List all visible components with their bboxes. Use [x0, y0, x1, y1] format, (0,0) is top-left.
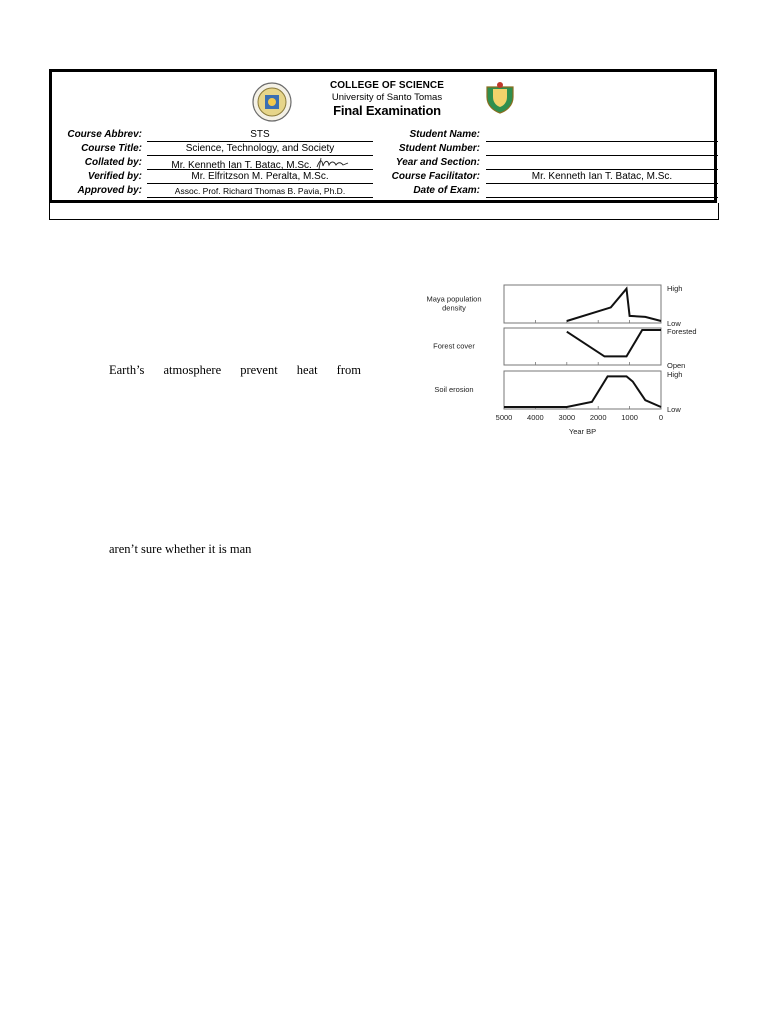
approved-by-value: Assoc. Prof. Richard Thomas B. Pavia, Ph.D.	[147, 185, 373, 198]
course-title-label: Course Title:	[81, 143, 142, 154]
word: Earth’s	[109, 363, 145, 377]
x-axis-label: Year BP	[568, 427, 597, 436]
collated-by-value	[147, 157, 373, 170]
x-tick-label: 3000	[558, 413, 576, 422]
paragraph-2: aren’t sure whether it is man	[109, 542, 252, 556]
y-high-label: High	[667, 284, 683, 293]
maya-chart	[420, 277, 710, 443]
course-facilitator-value: Mr. Kenneth Ian T. Batac, M.Sc.	[486, 171, 718, 184]
course-abbrev-label: Course Abbrev:	[67, 129, 142, 140]
collated-by-label: Collated by:	[84, 157, 142, 168]
panel-frame	[504, 328, 661, 365]
student-number-label: Student Number:	[398, 143, 480, 154]
signature-icon	[315, 157, 349, 170]
verified-by-value: Mr. Elfritzson M. Peralta, M.Sc.	[147, 171, 373, 184]
y-high-label: High	[667, 370, 683, 379]
word: atmosphere	[163, 363, 222, 377]
approved-by-label: Approved by:	[77, 185, 142, 196]
year-section-label: Year and Section:	[395, 157, 480, 168]
word: prevent	[240, 363, 278, 377]
exam-header	[49, 69, 717, 203]
x-tick-label: 5000	[495, 413, 513, 422]
x-tick-label: 4000	[527, 413, 544, 422]
student-name-label: Student Name:	[409, 129, 480, 140]
word: heat	[296, 363, 318, 377]
student-name-field[interactable]	[486, 129, 718, 142]
x-tick-label: 2000	[589, 413, 607, 422]
course-abbrev-value: STS	[147, 129, 373, 142]
panel-label: Forest cover	[433, 341, 475, 351]
student-number-field[interactable]	[486, 143, 718, 156]
word: from	[336, 363, 361, 377]
y-low-label: Low	[667, 319, 681, 328]
date-of-exam-label: Date of Exam:	[413, 185, 480, 196]
college-name: COLLEGE OF SCIENCE	[329, 80, 445, 91]
y-low-label: Open	[667, 361, 686, 370]
university-name: University of Santo Tomas	[331, 92, 443, 103]
x-tick-label: 0	[658, 413, 664, 422]
verified-by-label: Verified by:	[87, 171, 142, 182]
year-section-field[interactable]	[486, 157, 718, 170]
course-facilitator-label: Course Facilitator:	[391, 171, 480, 182]
y-high-label: Forested	[667, 327, 697, 336]
collated-by-name: Mr. Kenneth Ian T. Batac, M.Sc.	[171, 160, 312, 171]
exam-title: Final Examination	[333, 103, 441, 118]
panel-label: Maya population	[426, 294, 482, 304]
header-underline-box	[49, 203, 719, 220]
course-title-value: Science, Technology, and Society	[147, 143, 373, 156]
panel-label: density	[442, 303, 466, 313]
maya-chart-svg	[420, 277, 710, 443]
x-tick-label: 1000	[621, 413, 638, 422]
paragraph-1	[109, 363, 361, 378]
y-low-label: Low	[667, 405, 681, 414]
date-of-exam-field[interactable]	[486, 185, 718, 198]
university-crest-icon	[483, 81, 517, 115]
panel-label: Soil erosion	[434, 385, 474, 394]
